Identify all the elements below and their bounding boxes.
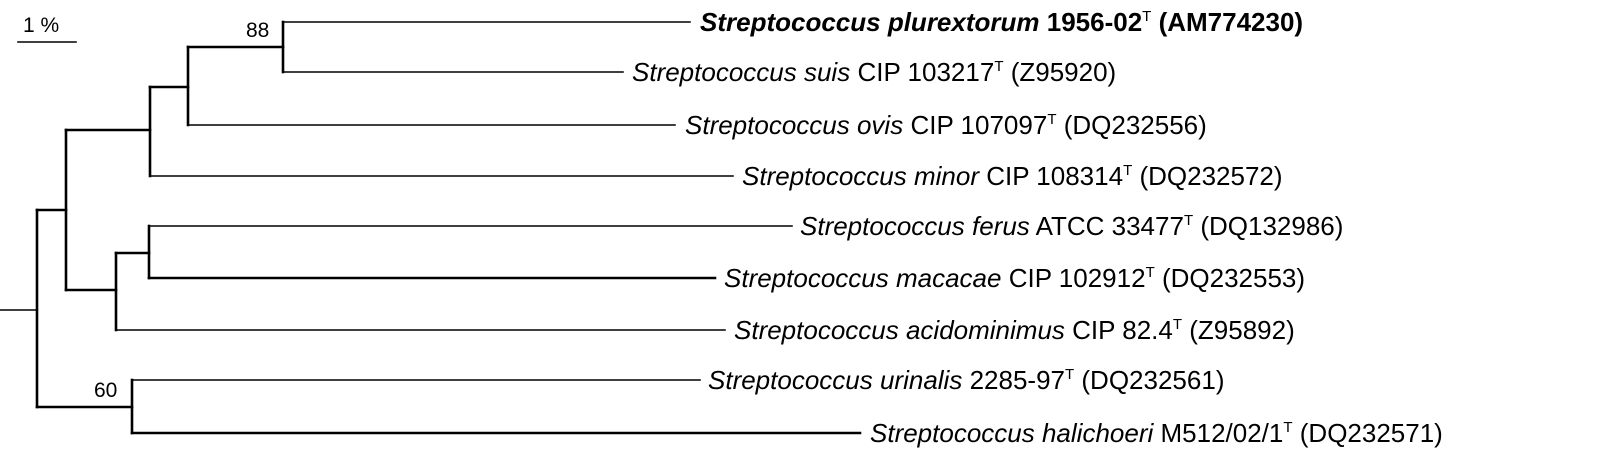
type-strain-mark: T [1283, 419, 1293, 436]
taxon-labels [632, 7, 1443, 448]
taxon-species: Streptococcus ovis [685, 110, 904, 140]
type-strain-mark: T [1123, 162, 1133, 179]
type-strain-mark: T [994, 58, 1004, 75]
type-strain-mark: T [1172, 316, 1183, 333]
taxon-species: Streptococcus suis [632, 57, 851, 87]
scale-bar [18, 14, 76, 42]
taxon-strain: ATCC 33477 [1029, 211, 1184, 241]
taxon-accession: (AM774230) [1151, 7, 1304, 37]
taxon-label [800, 211, 1343, 241]
bootstrap-value: 88 [246, 19, 270, 42]
taxon-strain: CIP 103217 [850, 57, 995, 87]
taxon-species: Streptococcus halichoeri [870, 418, 1154, 448]
taxon-species: Streptococcus macacae [724, 263, 1002, 293]
taxon-accession: (DQ232553) [1154, 263, 1306, 293]
taxon-label [724, 263, 1305, 293]
taxon-accession: (DQ232561) [1074, 365, 1225, 395]
taxon-accession: (Z95920) [1003, 57, 1117, 87]
taxon-species: Streptococcus urinalis [708, 365, 963, 395]
taxon-accession: (Z95892) [1182, 315, 1295, 345]
taxon-species: Streptococcus ferus [800, 211, 1030, 241]
type-strain-mark: T [1183, 212, 1194, 229]
taxon-strain: 2285-97 [962, 365, 1065, 395]
type-strain-mark: T [1142, 8, 1152, 25]
bootstrap-value: 60 [94, 379, 118, 402]
type-strain-mark: T [1065, 366, 1075, 383]
taxon-label [685, 110, 1207, 140]
taxon-strain: 1956-02 [1039, 7, 1143, 37]
taxon-label [870, 418, 1443, 448]
taxon-strain: CIP 82.4 [1064, 315, 1173, 345]
taxon-label [742, 161, 1283, 191]
scale-bar-label: 1 % [23, 14, 60, 37]
taxon-label [700, 7, 1303, 37]
taxon-strain: CIP 107097 [903, 110, 1048, 140]
taxon-strain: CIP 102912 [1001, 263, 1146, 293]
type-strain-mark: T [1047, 111, 1057, 128]
taxon-label [708, 365, 1224, 395]
taxon-label [734, 315, 1295, 345]
taxon-strain: M512/02/1 [1153, 418, 1284, 448]
type-strain-mark: T [1145, 264, 1155, 281]
taxon-accession: (DQ132986) [1193, 211, 1344, 241]
taxon-accession: (DQ232571) [1292, 418, 1443, 448]
taxon-accession: (DQ232572) [1132, 161, 1283, 191]
taxon-accession: (DQ232556) [1056, 110, 1207, 140]
taxon-strain: CIP 108314 [978, 161, 1124, 191]
taxon-species: Streptococcus acidominimus [734, 315, 1065, 345]
taxon-species: Streptococcus plurextorum [700, 7, 1040, 37]
taxon-label [632, 57, 1116, 87]
taxon-species: Streptococcus minor [742, 161, 979, 191]
